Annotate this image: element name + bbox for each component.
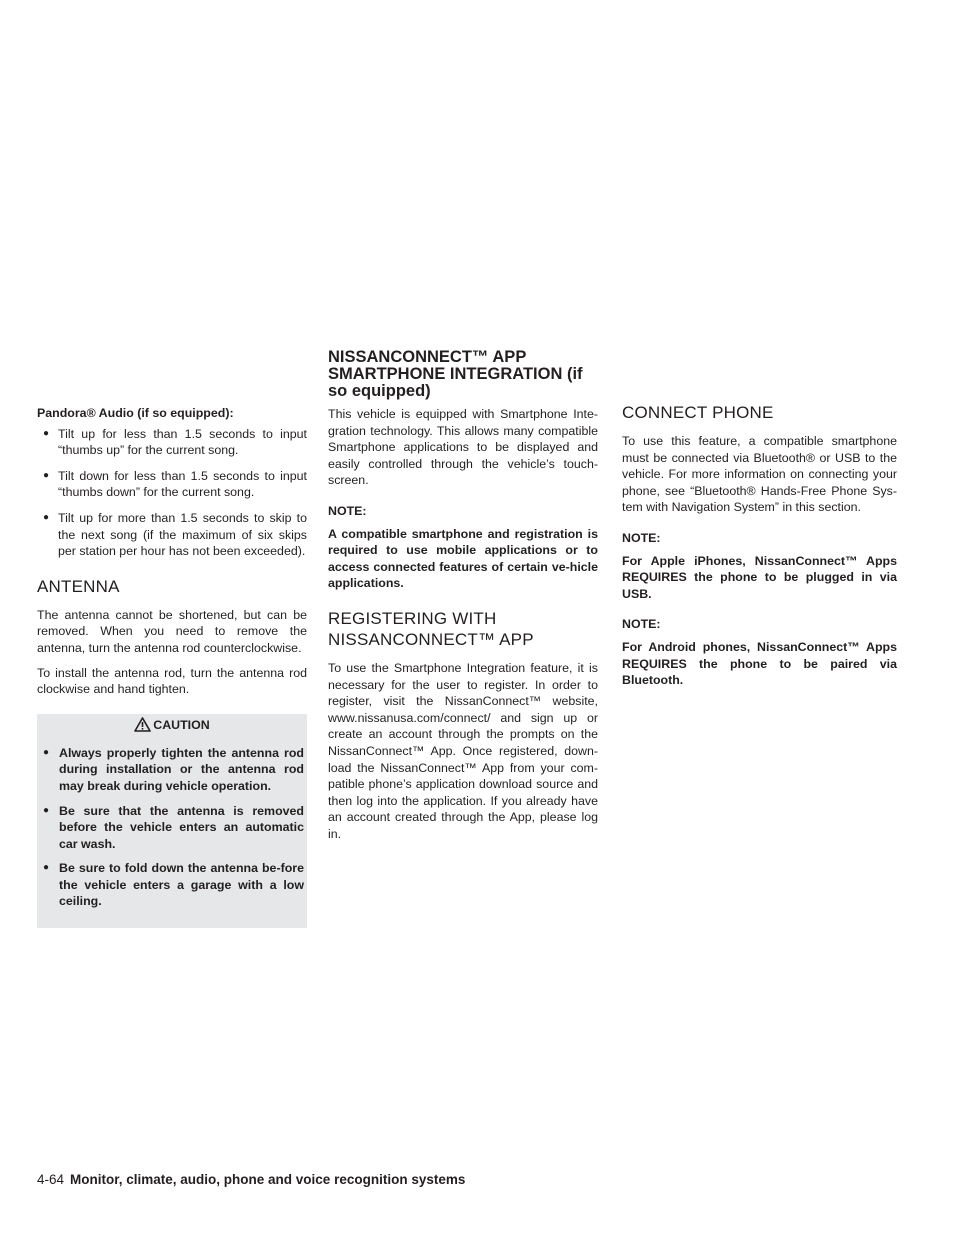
list-item: ● Always properly tighten the antenna rod during installation or the antenna rod may break during vehicle operation. <box>37 745 307 795</box>
antenna-heading: ANTENNA <box>37 576 120 596</box>
column-middle <box>328 349 598 842</box>
list-item: ● Be sure that the antenna is removed before the vehicle enters an automatic car wash. <box>37 803 307 853</box>
note-text: For Apple iPhones, NissanConnect™ Apps REQUIRES the phone to be plugged in via USB. <box>622 553 897 601</box>
note-label: NOTE: <box>622 617 661 632</box>
intro-paragraph: This vehicle is equipped with Smartphone Inte-gration technology. This allows many compatible Smartphone applications to be displayed and easily controlled through the vehicle’s touch-screen. <box>328 407 598 488</box>
caution-title: CAUTION <box>153 717 210 732</box>
list-item: ● Tilt up for less than 1.5 seconds to input “thumbs up” for the current song. <box>37 426 307 459</box>
caution-box <box>37 714 307 928</box>
note-text: For Android phones, NissanConnect™ Apps REQUIRES the phone to be paired via Bluetooth. <box>622 639 897 688</box>
registering-paragraph: To use the Smartphone Integration feature, it is necessary for the user to register. In order to register, visit the NissanConnect™ website, www.nissanusa.com/connect/ and sign up or create an account through the prompts on the NissanConnect™ App. Once registered, down-load the NissanConnect™ App from your com-patible phone’s application download source and then log into the application. If you already have an account created through the App, please log in. <box>328 660 598 841</box>
antenna-paragraph-1: The antenna cannot be shortened, but can be removed. When you need to remove the antenna, turn the antenna rod counterclockwise. <box>37 607 307 655</box>
caution-list <box>37 745 307 910</box>
caution-header <box>37 717 307 733</box>
pandora-list <box>37 426 307 560</box>
page-number: 4-64 <box>37 1172 65 1187</box>
antenna-paragraph-2: To install the antenna rod, turn the antenna rod clockwise and hand tighten. <box>37 665 307 697</box>
note-text: A compatible smartphone and registration is required to use mobile applications or to access connected features of certain ve-hicle applications. <box>328 526 598 591</box>
smartphone-integration-heading: NISSANCONNECT™ APP SMARTPHONE INTEGRATION (if so equipped) <box>328 348 583 400</box>
connect-phone-heading: CONNECT PHONE <box>622 403 774 422</box>
page-footer <box>37 1171 465 1189</box>
note-label: NOTE: <box>328 503 367 518</box>
list-item: ● Tilt down for less than 1.5 seconds to input “thumbs down” for the current song. <box>37 468 307 501</box>
list-item: ● Be sure to fold down the antenna be-fore the vehicle enters a garage with a low ceiling. <box>37 860 307 910</box>
column-right <box>622 402 897 689</box>
pandora-heading: Pandora® Audio (if so equipped): <box>37 406 234 420</box>
registering-heading: REGISTERING WITH NISSANCONNECT™ APP <box>328 608 534 649</box>
warning-triangle-icon <box>134 717 151 732</box>
connect-paragraph: To use this feature, a compatible smartphone must be connected via Bluetooth® or USB to the vehicle. For more information on connecting your phone, see “Bluetooth® Hands-Free Phone Sys-tem with Navigation System” in this section. <box>622 434 897 515</box>
column-left <box>37 405 307 928</box>
chapter-title: Monitor, climate, audio, phone and voice recognition systems <box>70 1172 466 1187</box>
list-item: ● Tilt up for more than 1.5 seconds to skip to the next song (if the maximum of six skips per station per hour has not been exceeded). <box>37 510 307 560</box>
note-label: NOTE: <box>622 530 661 545</box>
